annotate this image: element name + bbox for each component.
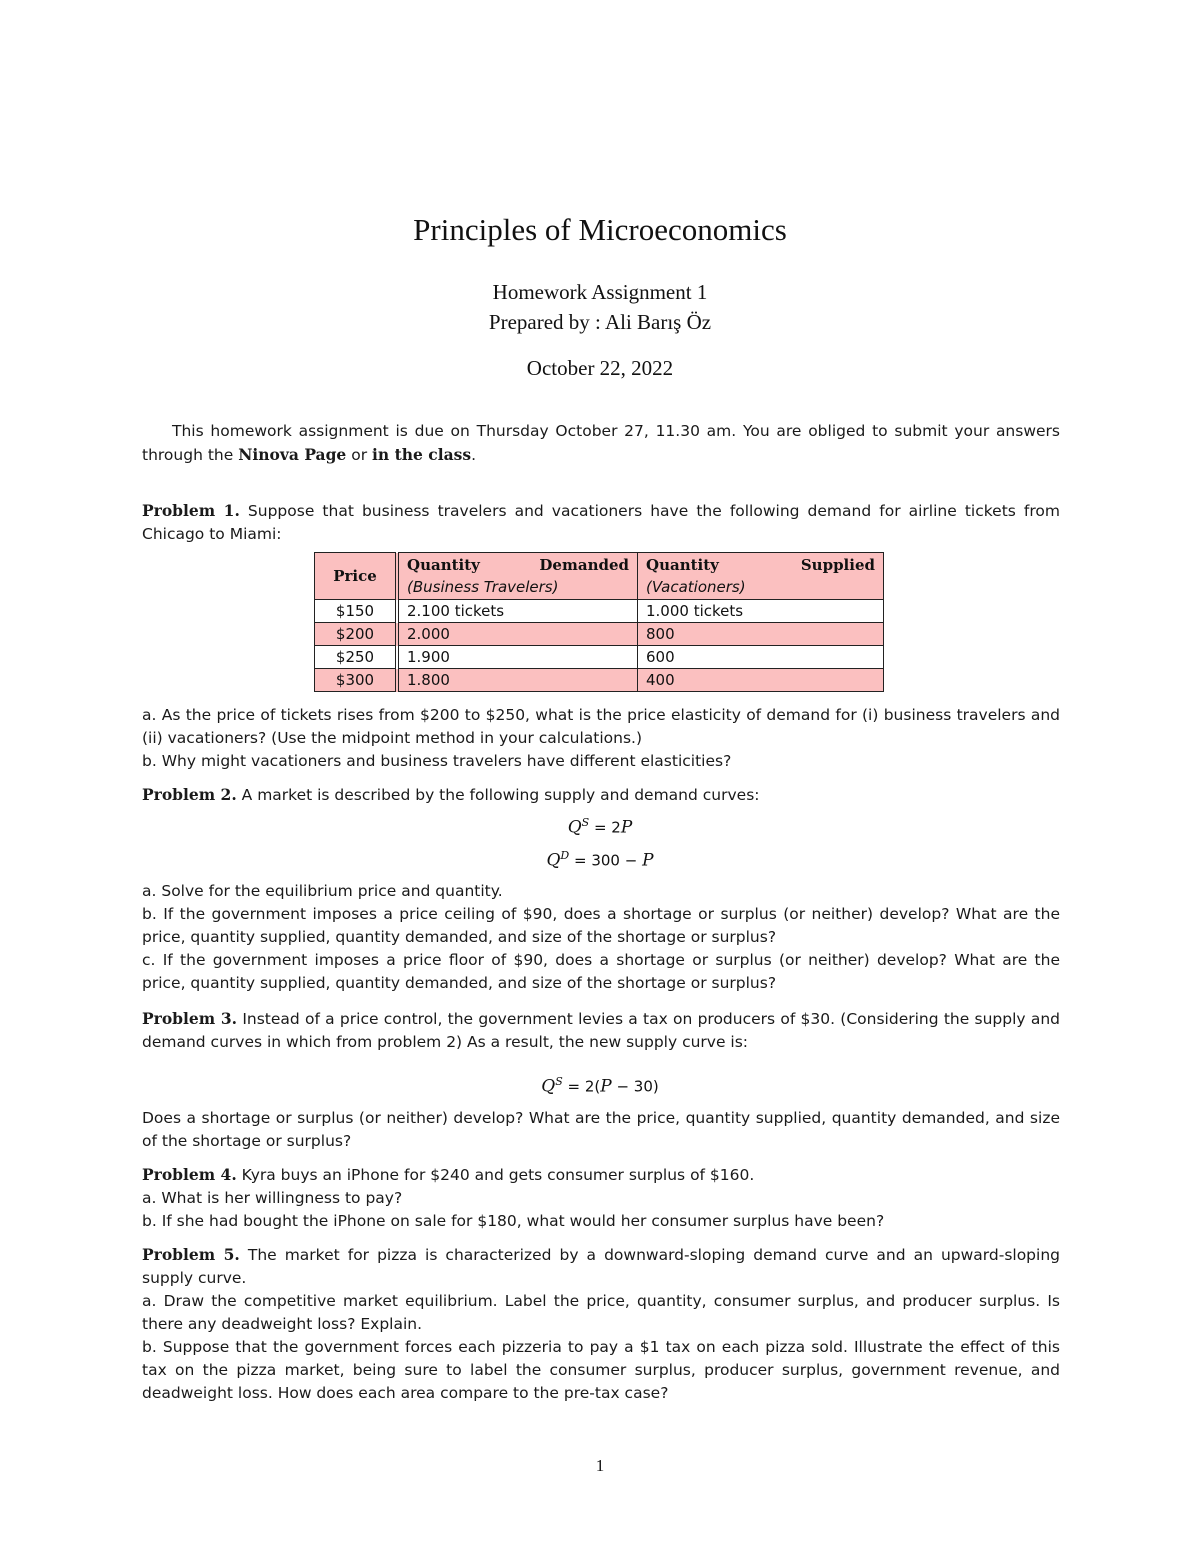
problem-2-label: Problem 2. [142, 785, 237, 804]
header-qd-word2: Demanded [539, 556, 629, 574]
eq-var: P [620, 817, 633, 838]
demand-equation [0, 849, 1200, 871]
eq-sup: S [581, 816, 590, 829]
eq-rhs: = 2 [589, 818, 621, 837]
intro-text-or: or [346, 446, 373, 464]
eq-lhs: Q [541, 1076, 556, 1097]
business-cell: 1.800 [397, 669, 638, 692]
vacation-cell: 1.000 tickets [638, 600, 884, 623]
header-quantity-supplied: Quantity Supplied (Vacationers) [638, 553, 884, 600]
problem-3-text: Instead of a price control, the government levies a tax on producers of $30. (Considering the supply and demand curves in which from problem 2) As a result, the new supply curve is: [142, 1010, 1060, 1051]
problem-4-label: Problem 4. [142, 1165, 237, 1184]
problem-4-part-b: b. If she had bought the iPhone on sale for $180, what would her consumer surplus have been? [142, 1212, 885, 1230]
author-line: Prepared by : Ali Barış Öz [488, 310, 712, 334]
header-quantity-demanded: Quantity Demanded (Business Travelers) [397, 553, 638, 600]
intro-bold-class: in the class [372, 445, 472, 464]
document-date: October 22, 2022 [526, 356, 674, 380]
header-price: Price [315, 553, 398, 600]
problem-5-part-a: a. Draw the competitive market equilibrium. Label the price, quantity, consumer surplus, and producer surplus. Is there any deadweight loss? Explain. [142, 1292, 1060, 1333]
problem-4 [142, 1163, 1060, 1233]
problem-5-part-b: b. Suppose that the government forces each pizzeria to pay a $1 tax on each pizza sold. Illustrate the effect of this tax on the pizza market, being sure to label the consumer surplus, producer surplus, government revenue, and deadweight loss. How does each area compare to the pre-tax case? [142, 1338, 1060, 1402]
eq-var: P [642, 850, 654, 871]
table-row [315, 669, 884, 692]
problem-3-label: Problem 3. [142, 1009, 238, 1028]
eq-rhs: = 300 − [569, 851, 643, 870]
taxed-supply-equation [0, 1075, 1200, 1097]
problem-3-statement [142, 1007, 1060, 1054]
eq-tail: − 30) [611, 1077, 659, 1096]
problem-1-part-b: b. Why might vacationers and business travelers have different elasticities? [142, 752, 732, 770]
eq-lhs: Q [546, 850, 561, 871]
eq-sup: S [555, 1075, 563, 1088]
problem-5-text: The market for pizza is characterized by a downward-sloping demand curve and an upward-sloping supply curve. [142, 1246, 1060, 1287]
document-subtitle: Homework Assignment 1 [492, 280, 708, 304]
eq-sup: D [560, 849, 570, 862]
problem-1-label: Problem 1. [142, 501, 240, 520]
header-qs-sub: Vacationers [651, 578, 740, 596]
eq-rhs: = 2( [562, 1077, 601, 1096]
demand-table [314, 552, 884, 692]
header-qs-word1: Quantity [646, 556, 719, 574]
intro-text-end: . [471, 446, 477, 464]
supply-equation [0, 816, 1200, 838]
price-cell: $200 [315, 623, 398, 646]
problem-3-question [142, 1107, 1060, 1153]
problem-2-part-a: a. Solve for the equilibrium price and quantity. [142, 882, 503, 900]
intro-bold-ninova: Ninova Page [238, 445, 347, 464]
vacation-cell: 400 [638, 669, 884, 692]
problem-1-questions [142, 704, 1060, 773]
problem-1-statement [142, 499, 1060, 546]
header-qd-sub: Business Travelers [412, 578, 553, 596]
problem-4-part-a: a. What is her willingness to pay? [142, 1189, 403, 1207]
problem-5 [142, 1243, 1060, 1405]
problem-1-part-a: a. As the price of tickets rises from $200 to $250, what is the price elasticity of demand for (i) business travelers and (ii) vacationers? (Use the midpoint method in your calculations.) [142, 706, 1060, 747]
eq-lhs: Q [567, 817, 582, 838]
table-row [315, 600, 884, 623]
price-cell: $150 [315, 600, 398, 623]
header-qs-word2: Supplied [800, 556, 875, 574]
document-title: Principles of Microeconomics [413, 212, 787, 247]
problem-2-part-b: b. If the government imposes a price ceiling of $90, does a shortage or surplus (or neither) develop? What are the price, quantity supplied, quantity demanded, and size of the shortage or surplus? [142, 905, 1060, 946]
page-number: 1 [595, 1456, 605, 1475]
table-row [315, 623, 884, 646]
problem-2-part-c: c. If the government imposes a price floor of $90, does a shortage or surplus (or neither) develop? What are the price, quantity supplied, quantity demanded, and size of the shortage or surplus? [142, 951, 1060, 992]
vacation-cell: 600 [638, 646, 884, 669]
table-header-row [315, 553, 884, 600]
business-cell: 1.900 [397, 646, 638, 669]
problem-3-after: Does a shortage or surplus (or neither) develop? What are the price, quantity supplied, quantity demanded, and size of the shortage or surplus? [142, 1109, 1060, 1150]
business-cell: 2.000 [397, 623, 638, 646]
problem-4-text: Kyra buys an iPhone for $240 and gets consumer surplus of $160. [236, 1166, 755, 1184]
problem-2-questions [142, 880, 1060, 995]
problem-2-statement [142, 783, 1060, 807]
intro-paragraph [142, 420, 1060, 467]
header-qd-word1: Quantity [407, 556, 480, 574]
table-row [315, 646, 884, 669]
problem-2-text: A market is described by the following supply and demand curves: [236, 786, 760, 804]
price-cell: $250 [315, 646, 398, 669]
price-cell: $300 [315, 669, 398, 692]
eq-var: P [600, 1076, 612, 1097]
intro-text: This homework assignment is due on Thursday October 27, 11.30 am. You are obliged to submit your answers through the [142, 422, 1060, 464]
problem-1-text: Suppose that business travelers and vacationers have the following demand for airline tickets from Chicago to Miami: [142, 502, 1060, 543]
business-cell: 2.100 tickets [397, 600, 638, 623]
vacation-cell: 800 [638, 623, 884, 646]
problem-5-label: Problem 5. [142, 1245, 240, 1264]
